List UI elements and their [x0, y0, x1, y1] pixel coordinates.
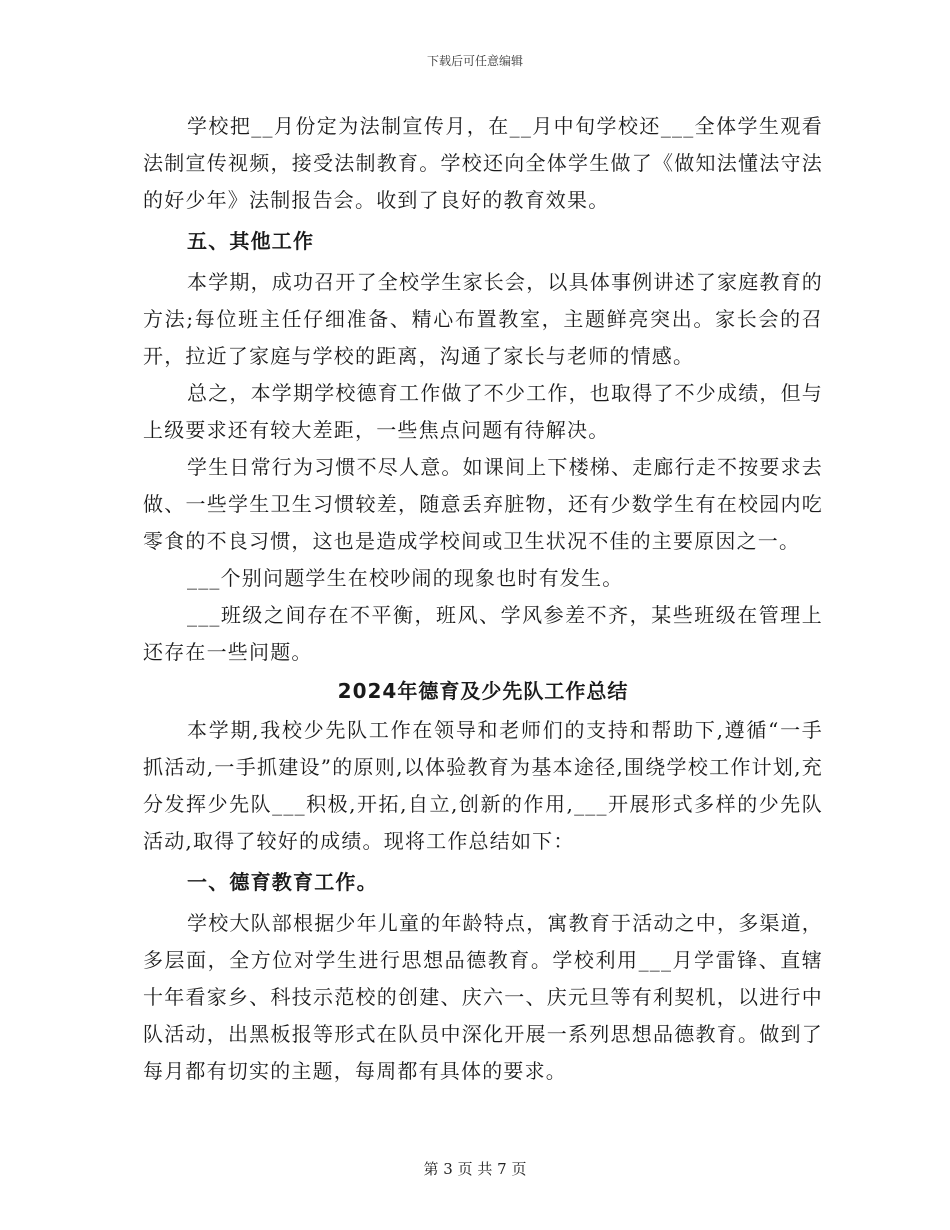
- paragraph-student-habits: 学生日常行为习惯不尽人意。如课间上下楼梯、走廊行走不按要求去做、一些学生卫生习惯较差，随意丢弃脏物，还有少数学生有在校园内吃零食的不良习惯，这也是造成学校间或卫生状况不佳的主要原因之一。: [143, 455, 823, 553]
- paragraph-intro: 本学期,我校少先队工作在领导和老师们的支持和帮助下,遵循“一手抓活动,一手抓建设”的原则,以体验教育为基本途径,围绕学校工作计划,充分发挥少先队___积极,开拓,自立,创新的作用,___开展形式多样的少先队活动,取得了较好的成绩。现将工作总结如下：: [143, 718, 823, 853]
- paragraph-parent-meeting: 本学期，成功召开了全校学生家长会，以具体事例讲述了家庭教育的方法;每位班主任仔细准备、精心布置教室，主题鲜亮突出。家长会的召开，拉近了家庭与学校的距离，沟通了家长与老师的情感。: [143, 270, 823, 368]
- paragraph-problem-students: ___个别问题学生在校吵闹的现象也时有发生。: [187, 566, 624, 590]
- section-heading-moral-education: 一、德育教育工作。: [187, 870, 378, 894]
- page-number: 第 3 页 共 7 页: [423, 1160, 527, 1178]
- page-header-note: 下载后可任意编辑: [426, 54, 523, 68]
- document-title: 2024年德育及少先队工作总结: [337, 679, 629, 703]
- document-body: [143, 108, 823, 1090]
- paragraph-legal-month: 学校把__月份定为法制宣传月，在__月中旬学校还___全体学生观看法制宣传视频，接受法制教育。学校还向全体学生做了《做知法懂法守法的好少年》法制报告会。收到了良好的教育效果。: [143, 114, 823, 212]
- section-heading-other-work: 五、其他工作: [187, 229, 315, 253]
- paragraph-summary: 总之，本学期学校德育工作做了不少工作，也取得了不少成绩，但与上级要求还有较大差距，一些焦点问题有待解决。: [143, 381, 823, 442]
- paragraph-brigade-activities: 学校大队部根据少年儿童的年龄特点，寓教育于活动之中，多渠道，多层面，全方位对学生进行思想品德教育。学校利用___月学雷锋、直辖十年看家乡、科技示范校的创建、庆六一、庆元旦等有利契机，以进行中队活动，出黑板报等形式在队员中深化开展一系列思想品德教育。做到了每月都有切实的主题，每周都有具体的要求。: [143, 911, 823, 1083]
- paragraph-class-imbalance: ___班级之间存在不平衡，班风、学风参差不齐，某些班级在管理上还存在一些问题。: [143, 603, 823, 664]
